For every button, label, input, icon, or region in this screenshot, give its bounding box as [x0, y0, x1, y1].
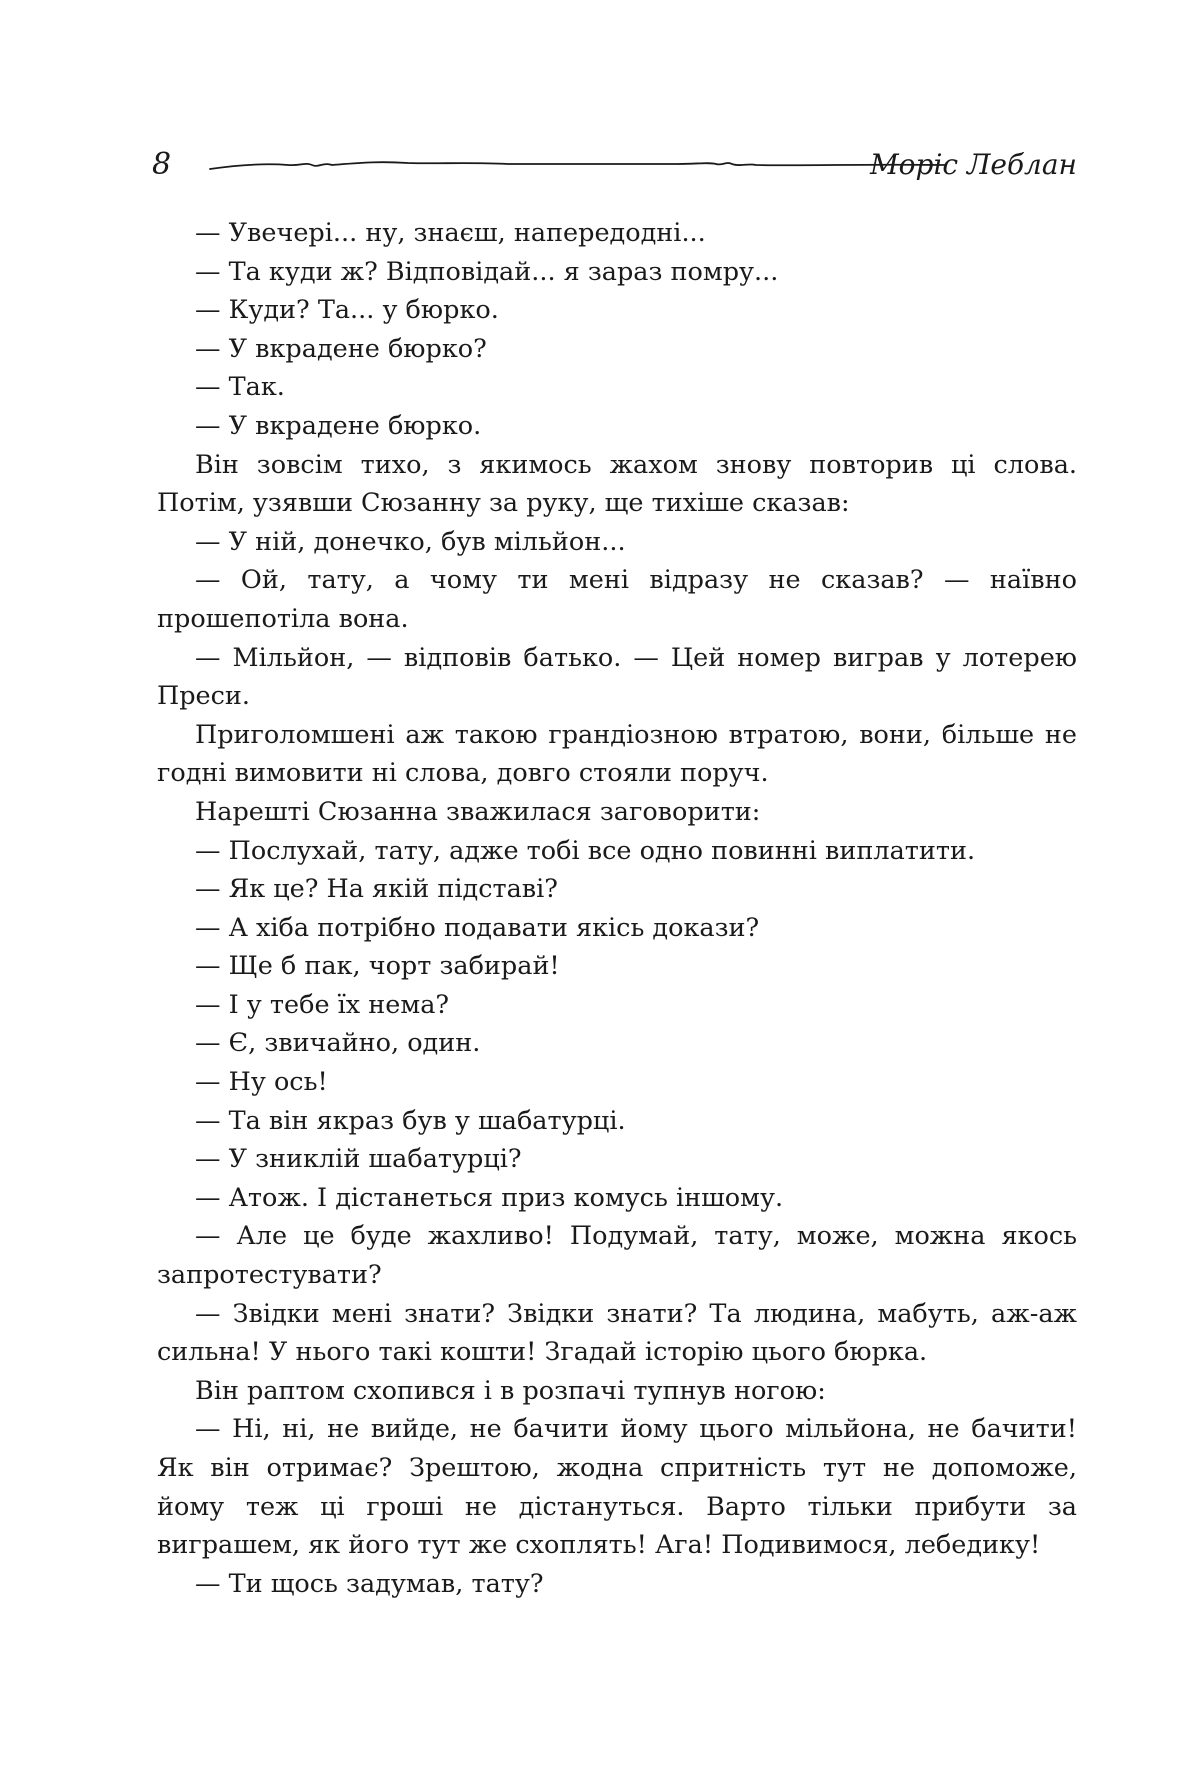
paragraph: — Куди? Та... у бюрко.	[195, 295, 499, 326]
paragraph: — Послухай, тату, адже тобі все одно повинні виплатити.	[195, 835, 976, 866]
running-header-author: Моріс Леблан	[870, 148, 1077, 181]
paragraph: — Ні, ні, не вийде, не бачити йому цього мільйона, не бачити! Як він отримає? Зрештою, жодна спритність тут не допоможе, йому теж ці гроші не дістануться. Варто тільки прибути за виграшем, як його тут же схоплять! Ага! Подивимося, лебедику!	[157, 1414, 1077, 1561]
paragraph: — У ній, донечко, був мільйон...	[195, 526, 626, 557]
paragraph: — Є, звичайно, один.	[195, 1028, 481, 1059]
paragraph: — Звідки мені знати? Звідки знати? Та людина, мабуть, аж-аж сильна! У нього такі кошти! Згадай історію цього бюрка.	[157, 1298, 1077, 1368]
page-number: 8	[152, 147, 172, 182]
paragraph: — Ой, тату, а чому ти мені відразу не сказав? — наївно прошепотіла вона.	[157, 565, 1077, 634]
paragraph: — І у тебе їх нема?	[195, 989, 450, 1020]
paragraph: — Ну ось!	[195, 1067, 328, 1098]
header-flourish-ornament	[208, 152, 948, 182]
running-header	[152, 140, 1077, 200]
text-body	[157, 214, 1077, 1603]
paragraph: — Атож. І дістанеться приз комусь іншому.	[195, 1182, 784, 1213]
paragraph: — Та він якраз був у шабатурці.	[195, 1105, 626, 1136]
paragraph: Він раптом схопився і в розпачі тупнув ногою:	[195, 1375, 826, 1406]
paragraph: — Так.	[195, 372, 285, 403]
paragraph: — Ще б пак, чорт забирай!	[195, 951, 560, 982]
paragraph: — У зниклій шабатурці?	[195, 1144, 522, 1175]
paragraph: — Увечері... ну, знаєш, напередодні...	[195, 218, 706, 248]
paragraph: — Та куди ж? Відповідай... я зараз помру...	[195, 256, 779, 287]
paragraph: Приголомшені аж такою грандіозною втратою, вони, більше не годні вимовити ні слова, довго стояли поруч.	[157, 719, 1077, 789]
paragraph: — У вкрадене бюрко.	[195, 410, 482, 441]
paragraph: — Ти щось задумав, тату?	[195, 1568, 544, 1599]
paragraph: — Але це буде жахливо! Подумай, тату, може, можна якось запротестувати?	[157, 1221, 1077, 1291]
paragraph: — Мільйон, — відповів батько. — Цей номер виграв у лотерею Преси.	[157, 642, 1077, 712]
paragraph: Нарешті Сюзанна зважилася заговорити:	[195, 796, 761, 827]
paragraph: — А хіба потрібно подавати якісь докази?	[195, 912, 760, 943]
paragraph: — У вкрадене бюрко?	[195, 333, 487, 364]
paragraph: — Як це? На якій підставі?	[195, 874, 558, 905]
paragraph: Він зовсім тихо, з якимось жахом знову повторив ці слова. Потім, узявши Сюзанну за руку, ще тихіше сказав:	[157, 449, 1077, 519]
